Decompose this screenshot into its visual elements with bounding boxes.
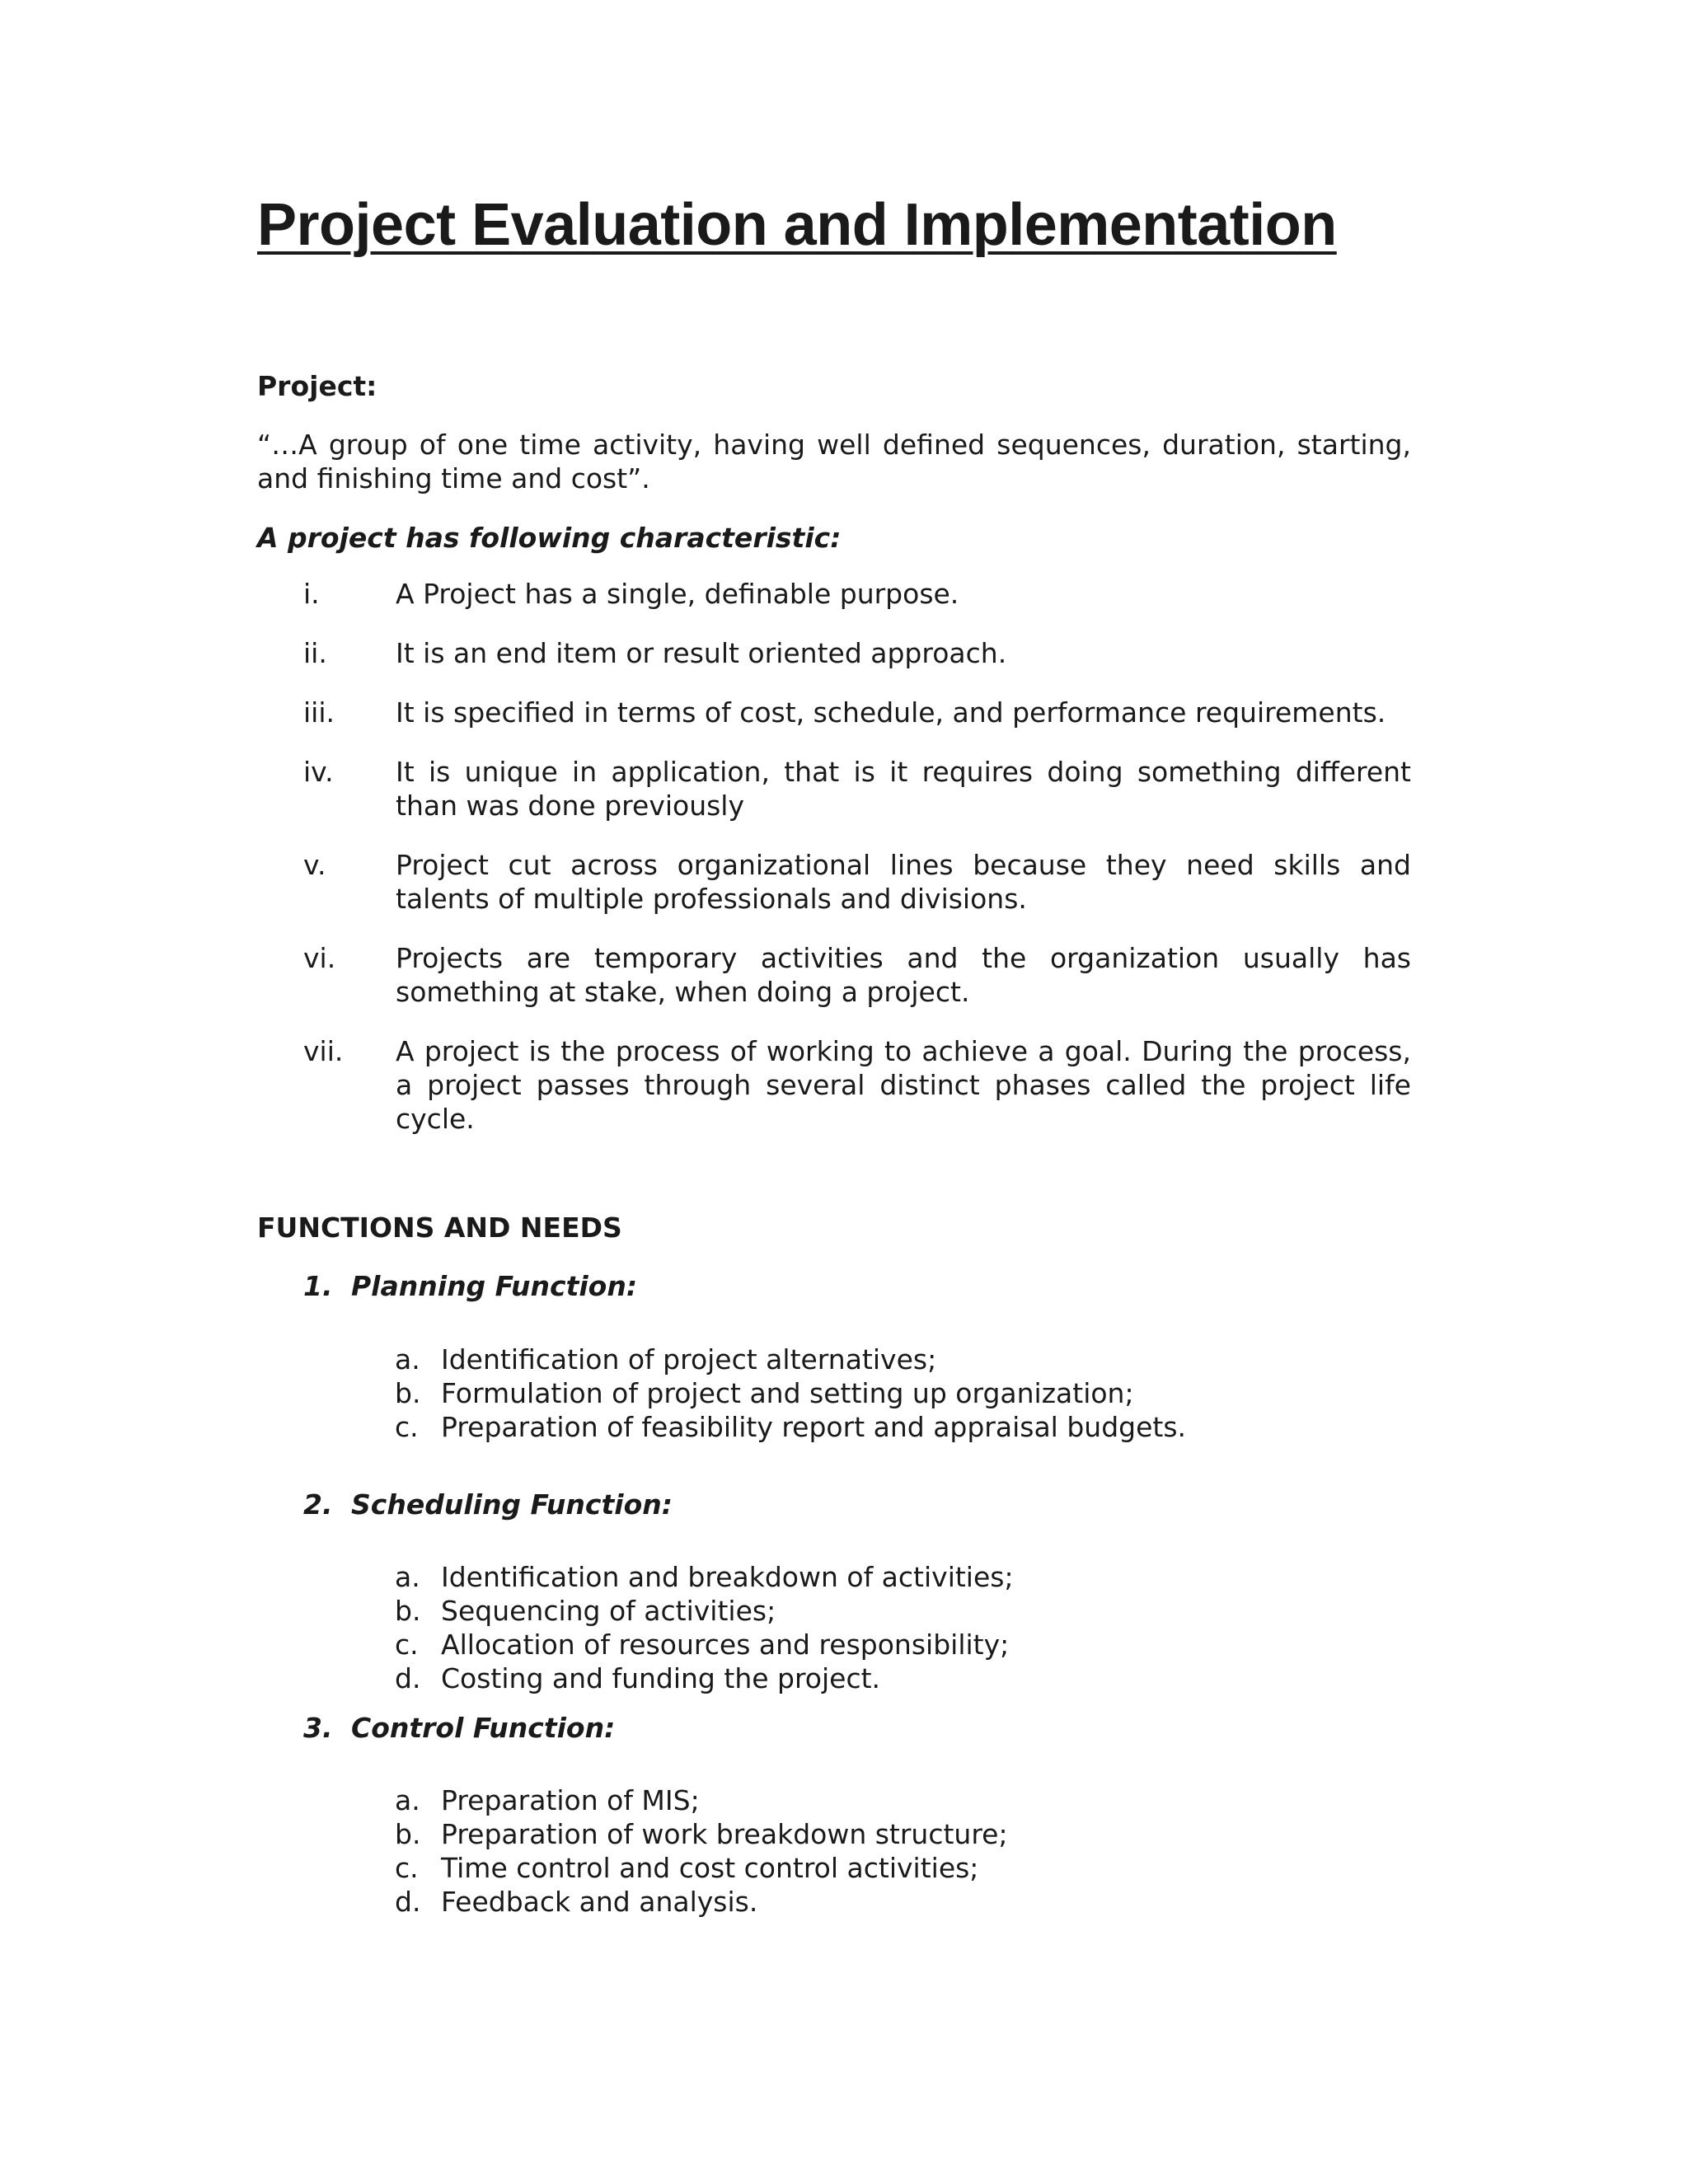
- list-marker: v.: [303, 849, 326, 881]
- list-marker: vii.: [303, 1035, 344, 1067]
- list-item: [395, 1376, 1186, 1410]
- scheduling-function-list: [395, 1560, 1014, 1695]
- list-item: [395, 1817, 1008, 1851]
- list-item-text: Sequencing of activities;: [441, 1595, 776, 1627]
- definition-line-2: and finishing time and cost”.: [257, 462, 650, 494]
- list-marker: iv.: [303, 756, 334, 788]
- list-marker: a.: [395, 1784, 420, 1816]
- list-item-text: It is specified in terms of cost, schedule, and performance requirements.: [396, 696, 1386, 729]
- list-marker: b.: [395, 1818, 421, 1850]
- list-item-text: Preparation of MIS;: [441, 1784, 700, 1816]
- project-heading: Project:: [257, 370, 377, 402]
- project-definition: [257, 428, 1411, 495]
- list-item: [395, 1343, 1186, 1376]
- document-title: Project Evaluation and Implementation: [257, 192, 1337, 258]
- list-item: [257, 577, 1411, 611]
- list-item: [395, 1628, 1014, 1661]
- list-item: [395, 1661, 1014, 1695]
- list-item: [257, 755, 1411, 823]
- definition-line-1: “…A group of one time activity, having well defined sequences, duration, starting,: [257, 429, 1411, 461]
- function-title: Scheduling Function:: [351, 1488, 673, 1521]
- list-item: [395, 1851, 1008, 1885]
- list-item-text: It is an end item or result oriented approach.: [396, 637, 1007, 669]
- function-title: Control Function:: [351, 1712, 616, 1744]
- list-marker: vi.: [303, 942, 336, 974]
- list-item: [257, 696, 1411, 729]
- list-item-text: Identification and breakdown of activities;: [441, 1561, 1014, 1593]
- list-marker: d.: [395, 1662, 421, 1694]
- list-marker: d.: [395, 1886, 421, 1918]
- list-marker: c.: [395, 1852, 419, 1884]
- functions-heading: FUNCTIONS AND NEEDS: [257, 1212, 622, 1244]
- characteristics-heading: A project has following characteristic:: [257, 522, 842, 554]
- list-item-text: Preparation of work breakdown structure;: [441, 1818, 1008, 1850]
- list-marker: c.: [395, 1629, 419, 1661]
- list-item-text: Projects are temporary activities and the organization usually has something at stake, when doing a project.: [396, 942, 1411, 1008]
- list-marker: b.: [395, 1377, 421, 1409]
- function-number: 2.: [303, 1488, 333, 1521]
- list-item-text: Formulation of project and setting up organization;: [441, 1377, 1134, 1409]
- list-item-text: Allocation of resources and responsibility;: [441, 1629, 1010, 1661]
- list-item-text: Project cut across organizational lines because they need skills and talents of multiple professionals and divisions.: [396, 849, 1411, 915]
- list-item-text: It is unique in application, that is it requires doing something different than was done previously: [396, 756, 1411, 822]
- function-number: 1.: [303, 1270, 333, 1302]
- function-heading-scheduling: [303, 1488, 673, 1521]
- list-marker: c.: [395, 1411, 419, 1443]
- function-title: Planning Function:: [351, 1270, 638, 1302]
- function-heading-control: [303, 1711, 615, 1745]
- list-item-text: Preparation of feasibility report and appraisal budgets.: [441, 1411, 1187, 1443]
- list-marker: b.: [395, 1595, 421, 1627]
- list-marker: a.: [395, 1561, 420, 1593]
- list-marker: a.: [395, 1343, 420, 1376]
- list-item: [257, 941, 1411, 1009]
- list-item-text: Identification of project alternatives;: [441, 1343, 937, 1376]
- list-item: [395, 1410, 1186, 1444]
- list-item: [395, 1594, 1014, 1628]
- list-marker: iii.: [303, 696, 335, 729]
- list-item: [395, 1783, 1008, 1817]
- control-function-list: [395, 1783, 1008, 1919]
- list-item-text: Feedback and analysis.: [441, 1886, 758, 1918]
- list-marker: ii.: [303, 637, 327, 669]
- function-heading-planning: [303, 1269, 637, 1303]
- list-item: [257, 1034, 1411, 1136]
- list-item-text: A project is the process of working to achieve a goal. During the process, a project passes through several distinct phases called the project life cycle.: [396, 1035, 1411, 1135]
- list-item-text: Costing and funding the project.: [441, 1662, 881, 1694]
- list-item-text: A Project has a single, definable purpose.: [396, 578, 959, 610]
- list-marker: i.: [303, 578, 320, 610]
- characteristics-list: [257, 577, 1411, 1161]
- list-item-text: Time control and cost control activities;: [441, 1852, 979, 1884]
- list-item: [395, 1885, 1008, 1919]
- list-item: [257, 848, 1411, 916]
- planning-function-list: [395, 1343, 1186, 1444]
- function-number: 3.: [303, 1712, 333, 1744]
- list-item: [257, 636, 1411, 670]
- list-item: [395, 1560, 1014, 1594]
